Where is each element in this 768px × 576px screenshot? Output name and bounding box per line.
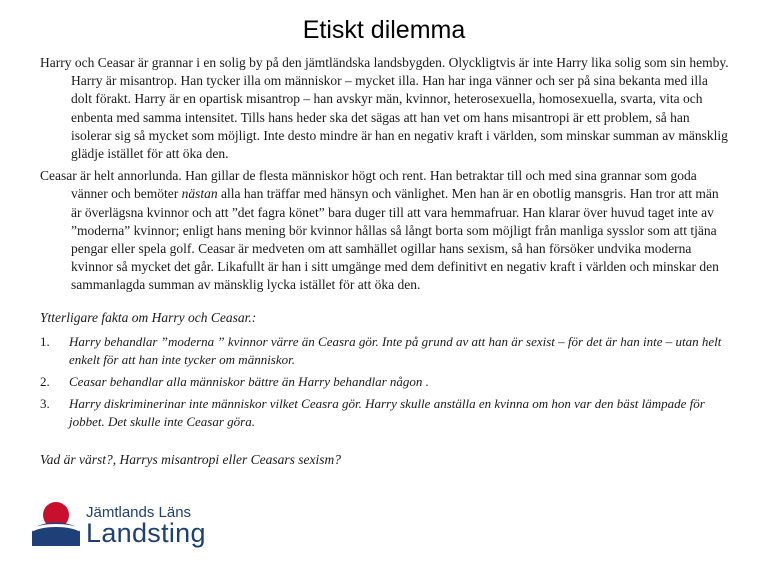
slide-title: Etiskt dilemma <box>302 16 466 44</box>
fact-text: Harry diskriminerinar inte människor vilket Ceasra gör. Harry skulle anställa en kvinna om hon var den bäst lämpade för jobbet. Det skulle inte Ceasar göra. <box>69 395 705 429</box>
fact-number: 1. <box>40 333 50 349</box>
paragraph-ceasar-emphasis: nästan <box>181 186 218 202</box>
fact-item <box>40 395 730 431</box>
paragraph-harry: Harry och Ceasar är grannar i en solig by på den jämtländska landsbygden. Olyckligtvis är inte Harry lika solig som sin hemby. Harry är misantrop. Han tycker illa om människor – mycket illa. Han har inga vänner och ser på sina bekanta med illa dolt förakt. Harry är en opartisk misantrop – han avskyr män, kvinnor, heterosexuella, homosexuella, svarta, vita och enbenta med samma intensitet. Tills hans heder ska det sägas att han vet om hans misantropi är ett problem, så han isolerar sig så mycket som möjligt. Inte desto mindre är han en negativ kraft i världen, som minskar summan av mänsklig glädje istället för att öka den. <box>40 55 729 162</box>
facts-heading: Ytterligare fakta om Harry och Ceasar.: <box>40 309 257 325</box>
facts-section <box>40 309 730 431</box>
fact-number: 3. <box>40 395 50 411</box>
logo-line2: Landsting <box>86 518 206 548</box>
fact-text: Harry behandlar ”moderna ” kvinnor värre än Ceasra gör. Inte på grund av att han är sexist – för det är han inte – utan helt enkelt för att han inte tycker om människor. <box>69 333 722 367</box>
paragraph-ceasar-part2: alla han träffar med hänsyn och vänlighet. Men han är en obotlig mansgris. Han tror att män är överlägsna kvinnor och att ”det fagra könet” bara duger till att vara hemmafruar. Han klarar över huvud taget inte av ”moderna” kvinnor; enligt hans mening bör kvinnor hållas så långt borta som möjligt från manliga sysslor som att tjäna pengar eller spela golf. Ceasar är medveten om att samhället ogillar hans sexism, så han försöker undvika moderna kvinnor så mycket det går. Likafullt är han i sitt umgänge med dem definitivt en negativ kraft i världen och minskar den sammanlagda summan av mänsklig lycka istället för att öka den. <box>71 186 719 293</box>
fact-item <box>40 333 730 369</box>
logo-emblem-icon <box>30 500 86 552</box>
fact-item <box>40 373 730 391</box>
paragraph-ceasar-part1: Ceasar är helt annorlunda. Han gillar de flesta människor högt och rent. Han betraktar till och med sina grannar som goda vänner och bemöter <box>40 168 697 202</box>
logo-line1: Jämtlands Läns <box>86 504 192 521</box>
paragraph-ceasar <box>40 167 730 294</box>
slide-content <box>40 54 730 482</box>
fact-number: 2. <box>40 373 50 389</box>
fact-text: Ceasar behandlar alla människor bättre än Harry behandlar någon . <box>69 373 429 389</box>
closing-question: Vad är värst?, Harrys misantropi eller Ceasars sexism? <box>40 451 342 467</box>
organization-logo <box>30 500 230 552</box>
